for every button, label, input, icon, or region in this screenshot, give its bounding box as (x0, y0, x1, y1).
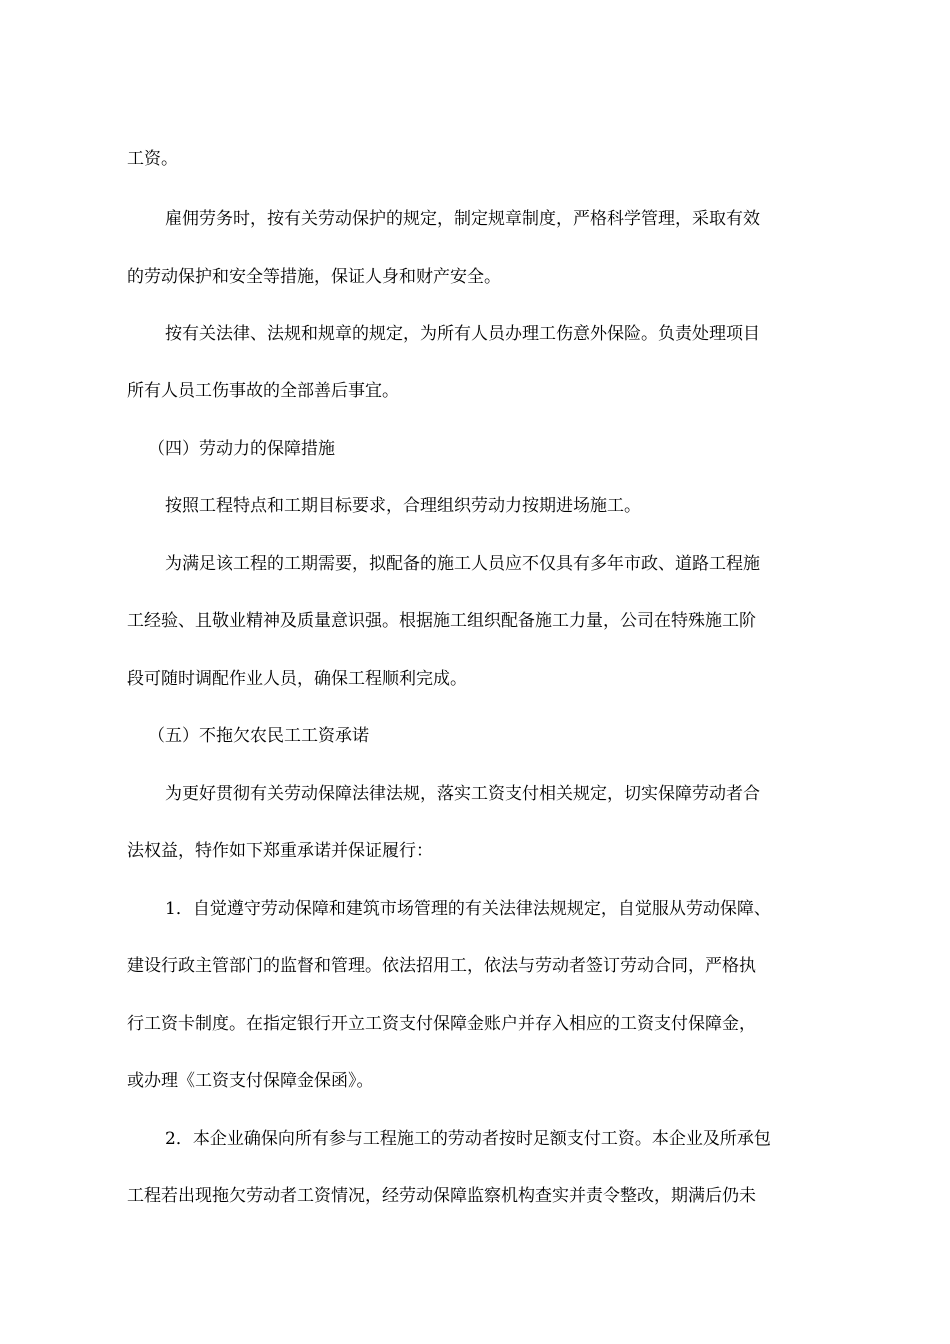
section-heading: （四）劳动力的保障措施 (148, 439, 335, 459)
text-line: 工资。 (127, 149, 178, 169)
text-line: 工经验、且敬业精神及质量意识强。根据施工组织配备施工力量，公司在特殊施工阶 (127, 611, 756, 631)
list-item-line: 1．自觉遵守劳动保障和建筑市场管理的有关法律法规规定，自觉服从劳动保障、 (165, 899, 771, 919)
text-line: 或办理《工资支付保障金保函》。 (127, 1071, 374, 1091)
paragraph-start-line: 为满足该工程的工期需要，拟配备的施工人员应不仅具有多年市政、道路工程施 (165, 554, 760, 574)
paragraph-start-line: 为更好贯彻有关劳动保障法律法规，落实工资支付相关规定，切实保障劳动者合 (165, 784, 760, 804)
text-line: 法权益，特作如下郑重承诺并保证履行： (127, 841, 433, 861)
text-line: 建设行政主管部门的监督和管理。依法招用工，依法与劳动者签订劳动合同，严格执 (127, 956, 756, 976)
section-heading: （五）不拖欠农民工工资承诺 (148, 726, 369, 746)
text-line: 行工资卡制度。在指定银行开立工资支付保障金账户并存入相应的工资支付保障金， (127, 1014, 756, 1034)
text-line: 工程若出现拖欠劳动者工资情况，经劳动保障监察机构查实并责令整改，期满后仍未 (127, 1186, 756, 1206)
text-line: 的劳动保护和安全等措施，保证人身和财产安全。 (127, 267, 501, 287)
text-line: 所有人员工伤事故的全部善后事宜。 (127, 381, 399, 401)
list-item-line: 2．本企业确保向所有参与工程施工的劳动者按时足额支付工资。本企业及所承包 (165, 1129, 771, 1149)
text-line: 段可随时调配作业人员，确保工程顺利完成。 (127, 669, 467, 689)
paragraph-start-line: 雇佣劳务时，按有关劳动保护的规定，制定规章制度，严格科学管理，采取有效 (165, 209, 760, 229)
paragraph-start-line: 按有关法律、法规和规章的规定，为所有人员办理工伤意外保险。负责处理项目 (165, 324, 760, 344)
paragraph-start-line: 按照工程特点和工期目标要求，合理组织劳动力按期进场施工。 (165, 496, 641, 516)
